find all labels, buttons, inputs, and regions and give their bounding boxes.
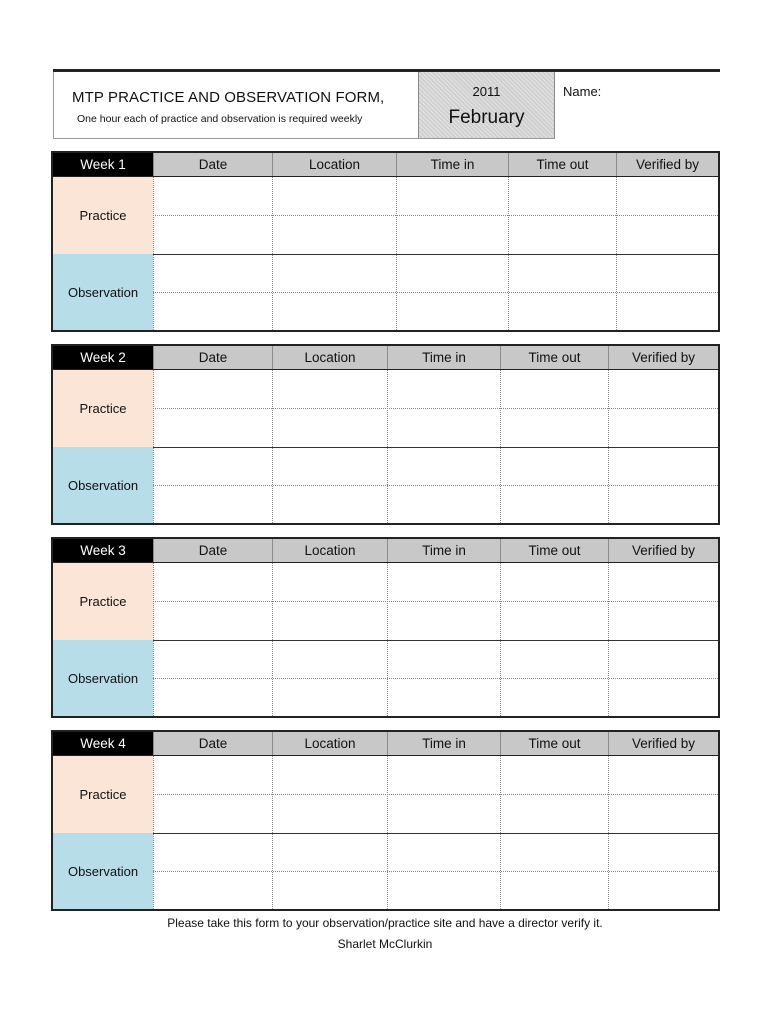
- column-header-location: Location: [272, 539, 387, 562]
- entry-cell-time-in[interactable]: [387, 485, 500, 523]
- column-header-location: Location: [272, 346, 387, 369]
- entry-cell-date[interactable]: [153, 215, 272, 254]
- column-header-verified-by: Verified by: [616, 153, 718, 176]
- week-label: Week 2: [53, 346, 153, 369]
- entry-cell-date[interactable]: [153, 563, 272, 601]
- entry-cell-verified-by[interactable]: [608, 833, 718, 871]
- entry-cell-time-out[interactable]: [500, 447, 608, 485]
- form-year: 2011: [472, 84, 501, 99]
- header-title-block: [53, 72, 418, 139]
- week-header-row: [53, 153, 718, 177]
- observation-row-label: Observation: [53, 447, 153, 523]
- entry-cell-time-in[interactable]: [396, 292, 508, 330]
- week-table-2: [51, 344, 720, 525]
- column-header-date: Date: [153, 346, 272, 369]
- entry-cell-date[interactable]: [153, 447, 272, 485]
- column-header-verified-by: Verified by: [608, 346, 718, 369]
- week-header-row: [53, 732, 718, 756]
- entry-cell-date[interactable]: [153, 408, 272, 447]
- form-title: MTP PRACTICE AND OBSERVATION FORM,: [72, 89, 385, 106]
- form-header: [53, 69, 720, 142]
- footer-instruction: Please take this form to your observation/practice site and have a director verify it.: [167, 916, 603, 930]
- entry-cell-time-in[interactable]: [387, 563, 500, 601]
- entry-cell-verified-by[interactable]: [608, 678, 718, 716]
- entry-cell-time-out[interactable]: [500, 871, 608, 909]
- entry-cell-time-in[interactable]: [387, 833, 500, 871]
- entry-cell-location[interactable]: [272, 833, 387, 871]
- entry-cell-time-out[interactable]: [500, 563, 608, 601]
- entry-cell-date[interactable]: [153, 601, 272, 640]
- form-month: February: [448, 107, 525, 128]
- week-table-1: [51, 151, 720, 332]
- entry-cell-time-in[interactable]: [387, 408, 500, 447]
- entry-cell-date[interactable]: [153, 794, 272, 833]
- entry-cell-time-out[interactable]: [500, 678, 608, 716]
- entry-cell-time-in[interactable]: [396, 177, 508, 215]
- column-header-location: Location: [272, 732, 387, 755]
- week-header-row: [53, 539, 718, 563]
- column-header-time-in: Time in: [387, 346, 500, 369]
- entry-cell-time-out[interactable]: [500, 756, 608, 794]
- entry-cell-time-in[interactable]: [387, 871, 500, 909]
- footer-author: Sharlet McClurkin: [337, 937, 433, 951]
- column-header-verified-by: Verified by: [608, 539, 718, 562]
- entry-cell-time-out[interactable]: [508, 215, 616, 254]
- column-header-time-in: Time in: [396, 153, 508, 176]
- entry-cell-location[interactable]: [272, 447, 387, 485]
- entry-cell-location[interactable]: [272, 215, 396, 254]
- entry-cell-date[interactable]: [153, 254, 272, 292]
- entry-cell-date[interactable]: [153, 833, 272, 871]
- entry-cell-verified-by[interactable]: [608, 370, 718, 408]
- entry-cell-time-in[interactable]: [387, 756, 500, 794]
- practice-row-label: Practice: [53, 177, 153, 254]
- entry-cell-date[interactable]: [153, 678, 272, 716]
- entry-cell-date[interactable]: [153, 640, 272, 678]
- entry-cell-time-out[interactable]: [508, 254, 616, 292]
- name-field[interactable]: [555, 72, 720, 139]
- entry-cell-time-out[interactable]: [508, 177, 616, 215]
- entry-cell-time-out[interactable]: [500, 640, 608, 678]
- column-header-date: Date: [153, 539, 272, 562]
- week-label: Week 1: [53, 153, 153, 176]
- week-label: Week 3: [53, 539, 153, 562]
- entry-cell-verified-by[interactable]: [608, 485, 718, 523]
- column-header-time-in: Time in: [387, 732, 500, 755]
- entry-cell-verified-by[interactable]: [608, 794, 718, 833]
- entry-cell-location[interactable]: [272, 485, 387, 523]
- entry-cell-location[interactable]: [272, 640, 387, 678]
- entry-cell-time-out[interactable]: [500, 408, 608, 447]
- column-header-time-out: Time out: [508, 153, 616, 176]
- entry-cell-verified-by[interactable]: [608, 447, 718, 485]
- entry-cell-verified-by[interactable]: [608, 601, 718, 640]
- entry-cell-time-out[interactable]: [500, 794, 608, 833]
- entry-cell-date[interactable]: [153, 370, 272, 408]
- practice-row-label: Practice: [53, 370, 153, 447]
- column-header-time-in: Time in: [387, 539, 500, 562]
- entry-cell-location[interactable]: [272, 794, 387, 833]
- entry-cell-verified-by[interactable]: [616, 177, 718, 215]
- entry-cell-date[interactable]: [153, 177, 272, 215]
- entry-cell-location[interactable]: [272, 563, 387, 601]
- entry-cell-location[interactable]: [272, 601, 387, 640]
- entry-cell-time-out[interactable]: [508, 292, 616, 330]
- column-header-date: Date: [153, 732, 272, 755]
- entry-cell-verified-by[interactable]: [616, 292, 718, 330]
- form-subtitle: One hour each of practice and observation is required weekly: [77, 113, 363, 125]
- entry-cell-time-in[interactable]: [387, 794, 500, 833]
- entry-cell-verified-by[interactable]: [616, 254, 718, 292]
- entry-cell-time-out[interactable]: [500, 601, 608, 640]
- entry-cell-verified-by[interactable]: [608, 640, 718, 678]
- column-header-time-out: Time out: [500, 346, 608, 369]
- entry-cell-verified-by[interactable]: [608, 408, 718, 447]
- entry-cell-time-in[interactable]: [387, 447, 500, 485]
- observation-row-label: Observation: [53, 640, 153, 716]
- entry-cell-time-out[interactable]: [500, 370, 608, 408]
- entry-cell-location[interactable]: [272, 292, 396, 330]
- entry-cell-date[interactable]: [153, 292, 272, 330]
- entry-cell-time-in[interactable]: [387, 601, 500, 640]
- entry-cell-time-in[interactable]: [396, 215, 508, 254]
- column-header-time-out: Time out: [500, 732, 608, 755]
- entry-cell-location[interactable]: [272, 254, 396, 292]
- entry-cell-time-out[interactable]: [500, 485, 608, 523]
- entry-cell-time-in[interactable]: [387, 640, 500, 678]
- week-label: Week 4: [53, 732, 153, 755]
- entry-cell-date[interactable]: [153, 485, 272, 523]
- week-table-3: [51, 537, 720, 718]
- entry-cell-verified-by[interactable]: [608, 756, 718, 794]
- entry-cell-date[interactable]: [153, 871, 272, 909]
- entry-cell-location[interactable]: [272, 678, 387, 716]
- week-header-row: [53, 346, 718, 370]
- entry-cell-verified-by[interactable]: [616, 215, 718, 254]
- column-header-date: Date: [153, 153, 272, 176]
- entry-cell-time-in[interactable]: [387, 370, 500, 408]
- observation-row-label: Observation: [53, 254, 153, 330]
- name-label: Name:: [563, 84, 602, 99]
- entry-cell-location[interactable]: [272, 408, 387, 447]
- header-date-block: [418, 72, 555, 139]
- practice-row-label: Practice: [53, 563, 153, 640]
- entry-cell-time-out[interactable]: [500, 833, 608, 871]
- entry-cell-verified-by[interactable]: [608, 871, 718, 909]
- entry-cell-location[interactable]: [272, 177, 396, 215]
- column-header-location: Location: [272, 153, 396, 176]
- entry-cell-verified-by[interactable]: [608, 563, 718, 601]
- entry-cell-time-in[interactable]: [387, 678, 500, 716]
- entry-cell-location[interactable]: [272, 756, 387, 794]
- column-header-time-out: Time out: [500, 539, 608, 562]
- entry-cell-location[interactable]: [272, 871, 387, 909]
- observation-row-label: Observation: [53, 833, 153, 909]
- column-header-verified-by: Verified by: [608, 732, 718, 755]
- entry-cell-time-in[interactable]: [396, 254, 508, 292]
- entry-cell-location[interactable]: [272, 370, 387, 408]
- practice-row-label: Practice: [53, 756, 153, 833]
- week-table-4: [51, 730, 720, 911]
- entry-cell-date[interactable]: [153, 756, 272, 794]
